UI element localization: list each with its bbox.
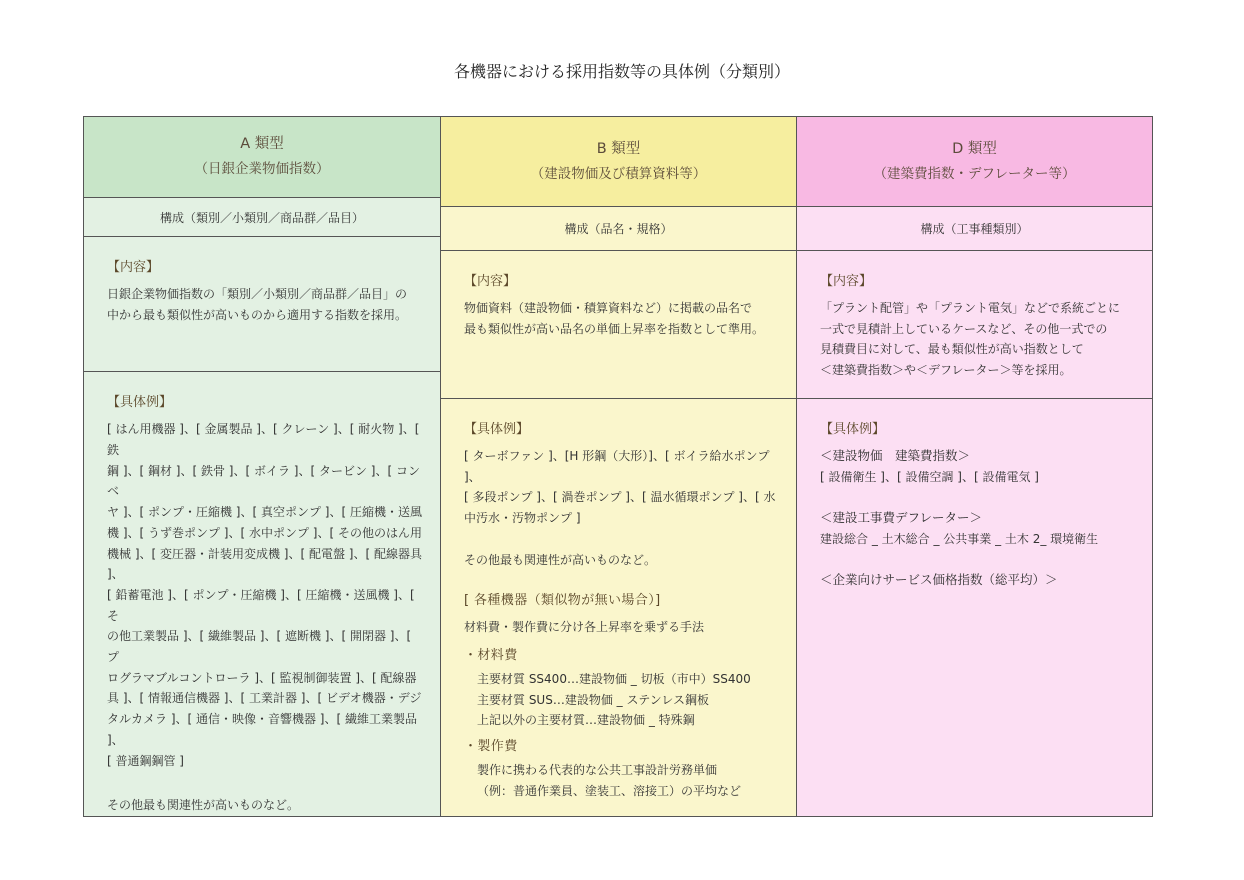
index-group [820,446,1136,487]
examples-list [107,419,424,771]
examples-line: 具 ]、[ 情報通信機器 ]、[ 工業計器 ]、[ ビデオ機器・デジ [107,691,422,706]
index-group-text: 建設総合 _ 土木総合 _ 公共事業 _ 土木 2_ 環境衛生 [820,531,1099,546]
content-line: 見積費目に対して、最も類似性が高い指数として [820,342,1084,357]
no-match-heading: [ 各種機器（類似物が無い場合）] [464,593,661,609]
type-a-source: （日銀企業物価指数） [194,160,330,177]
material-cost-line: 上記以外の主要材質…建設物価 _ 特殊鋼 [477,713,695,728]
type-a-content [84,237,440,372]
examples-list [464,446,780,529]
fabrication-cost-line: （例：普通作業員、塗装工、溶接工）の平均など [477,783,742,798]
type-b-composition: 構成（品名・規格） [441,207,796,251]
index-group-label: ＜建設工事費デフレーター＞ [820,510,983,526]
content-line: 最も類似性が高い品名の単価上昇率を指数として準用。 [464,321,765,336]
content-text [464,298,780,339]
type-b-content [441,251,796,399]
index-group-label: ＜企業向けサービス価格指数（総平均）＞ [820,572,1058,588]
content-line: ＜建築費指数＞や＜デフレーター＞等を採用。 [820,363,1072,378]
type-a-header [84,117,440,198]
type-d-label: D 類型 [952,140,997,157]
column-type-a [84,117,441,816]
examples-note: その他最も関連性が高いものなど。 [107,798,300,813]
examples-line: 中汚水・汚物ポンプ ] [464,511,581,526]
material-cost-line: 主要材質 SUS…建設物価 _ ステンレス鋼板 [477,692,709,707]
type-b-examples [441,399,796,816]
examples-heading: 【具体例】 [820,422,886,437]
index-group-text: [ 設備衛生 ]、[ 設備空調 ]、[ 設備電気 ] [820,469,1039,484]
fabrication-cost-line: 製作に携わる代表的な公共工事設計労務単価 [477,763,718,778]
examples-line: ログラマブルコントローラ ]、[ 監視制御装置 ]、[ 配線器 [107,670,417,685]
material-cost-lines [464,669,780,731]
content-heading: 【内容】 [820,274,873,289]
examples-line: [ はん用機器 ]、[ 金属製品 ]、[ クレーン ]、[ 耐火物 ]、[ 鉄 [107,422,420,458]
examples-line: [ 鉛蓄電池 ]、[ ポンプ・圧縮機 ]、[ 圧縮機・送風機 ]、[ そ [107,587,415,623]
content-line: 「プラント配管」や「プラント電気」などで系統ごとに [820,301,1121,315]
type-d-examples [797,399,1152,816]
content-heading: 【内容】 [107,260,160,276]
type-a-label: A 類型 [240,135,284,152]
type-d-content [797,251,1152,399]
examples-heading: 【具体例】 [464,422,530,437]
fabrication-cost-lines [464,760,780,801]
content-heading: 【内容】 [464,274,517,289]
type-d-source: （建築費指数・デフレーター等） [873,165,1076,182]
examples-line: 機 ]、[ うず巻ポンプ ]、[ 水中ポンプ ]、[ その他のはん用 [107,525,422,540]
index-group-label: ＜建設物価 建築費指数＞ [820,448,971,463]
type-b-source: （建設物価及び積算資料等） [530,165,707,182]
fabrication-cost-label: ・製作費 [464,739,518,755]
examples-line: [ ターボファン ]、[H 形鋼（大形）]、[ ボイラ給水ポンプ ]、 [464,449,770,484]
content-text [820,298,1136,381]
index-group [820,570,1136,591]
examples-line: 鋼 ]、[ 鋼材 ]、[ 鉄骨 ]、[ ボイラ ]、[ タービン ]、[ コンベ [107,463,420,499]
content-line: 日銀企業物価指数の「類別／小類別／商品群／品目」の [107,287,408,302]
content-line: 中から最も類似性が高いものから適用する指数を採用。 [107,308,408,323]
examples-line: ヤ ]、[ ポンプ・圧縮機 ]、[ 真空ポンプ ]、[ 圧縮機・送風 [107,505,422,520]
type-b-label: B 類型 [596,140,641,157]
column-type-b [441,117,797,816]
type-a-examples [84,372,440,816]
type-d-header [797,117,1152,207]
content-text [107,284,424,325]
page-title: 各機器における採用指数等の具体例（分類別） [453,62,790,81]
examples-line: [ 多段ポンプ ]、[ 渦巻ポンプ ]、[ 温水循環ポンプ ]、[ 水 [464,490,776,505]
column-type-d [797,117,1152,816]
material-cost-label: ・材料費 [464,647,518,663]
no-match-description: 材料費・製作費に分け各上昇率を乗ずる手法 [464,620,705,635]
examples-note: その他最も関連性が高いものなど。 [464,552,657,567]
material-cost-line: 主要材質 SS400…建設物価 _ 切板（市中）SS400 [477,671,751,686]
type-b-header [441,117,796,207]
examples-line: の他工業製品 ]、[ 繊維製品 ]、[ 遮断機 ]、[ 開閉器 ]、[ プ [107,629,412,665]
content-line: 物価資料（建設物価・積算資料など）に掲載の品名で [464,301,753,315]
examples-heading: 【具体例】 [107,395,173,411]
classification-table [83,116,1153,817]
content-line: 一式で見積計上しているケースなど、その他一式での [820,321,1108,336]
type-d-composition: 構成（工事種類別） [797,207,1152,251]
index-group [820,508,1136,549]
examples-line: タルカメラ ]、[ 通信・映像・音響機器 ]、[ 繊維工業製品 ]、 [107,712,417,747]
examples-line: [ 普通鋼鋼管 ] [107,753,184,768]
examples-line: 機械 ]、[ 変圧器・計装用変成機 ]、[ 配電盤 ]、[ 配線器具 ]、 [107,546,422,582]
type-a-composition: 構成（類別／小類別／商品群／品目） [84,198,440,238]
